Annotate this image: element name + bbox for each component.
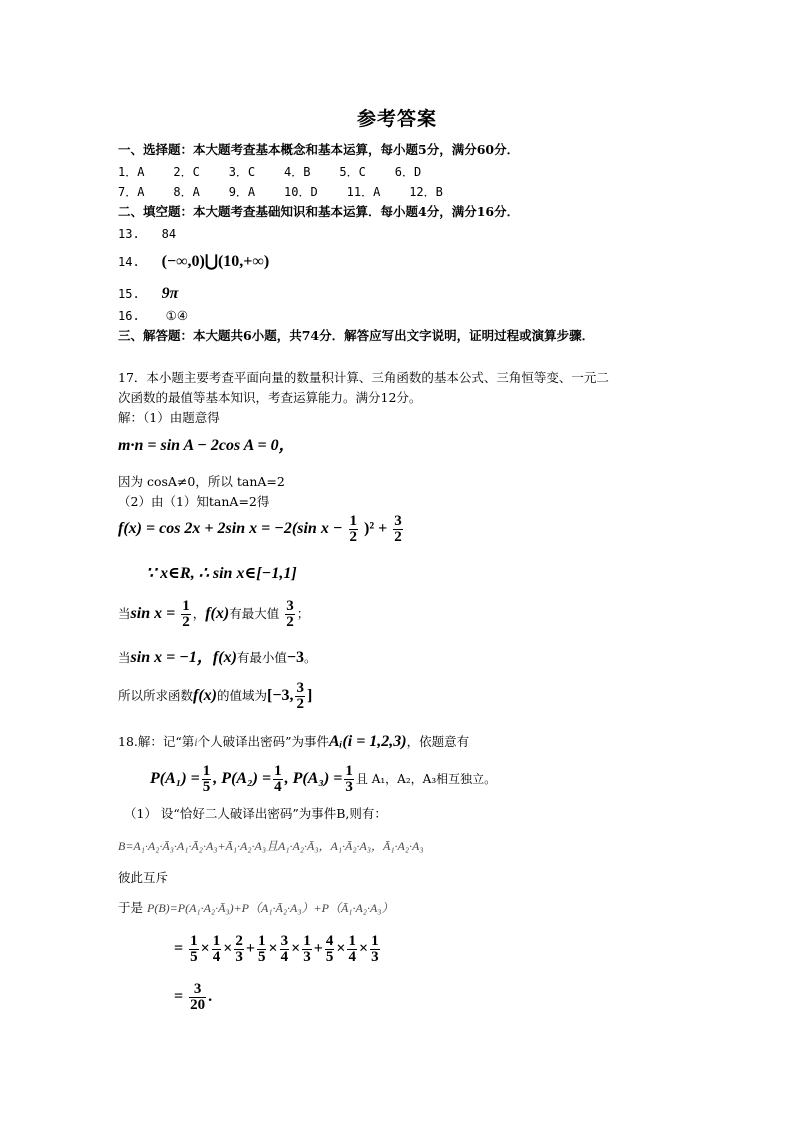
- question-number: 15.: [118, 287, 140, 301]
- prob-label: , P(A₂) =: [213, 770, 272, 787]
- fill-answer-14: [118, 254, 269, 270]
- q17-solution-start: 解：（1）由题意得: [118, 410, 220, 425]
- fraction: [212, 934, 222, 965]
- range-close: ]: [306, 687, 313, 704]
- equals-sign: =: [174, 940, 184, 957]
- fraction: [285, 599, 295, 630]
- denominator: 2: [394, 529, 402, 545]
- q17-equation-fx: [118, 514, 405, 545]
- q17-max-line: [118, 598, 309, 630]
- fraction: [189, 934, 199, 965]
- text: 当: [118, 650, 131, 665]
- function: f(x): [212, 649, 237, 666]
- fraction: [280, 934, 290, 965]
- q18-result-line: [174, 980, 212, 1014]
- numerator: 1: [182, 598, 190, 614]
- fraction: [325, 934, 335, 965]
- denominator: 3: [345, 779, 353, 795]
- equals-sign: =: [174, 988, 184, 1005]
- q18-intro: [118, 734, 469, 750]
- text: ，: [192, 606, 206, 621]
- fraction: [347, 934, 357, 965]
- text: 当: [118, 606, 131, 621]
- denominator: 2: [296, 696, 304, 712]
- q17-because-line: 因为 cosA≠0，所以 tanA=2: [118, 474, 285, 489]
- fill-answer-13: [118, 226, 176, 242]
- fraction: [181, 599, 191, 630]
- answer-value: 84: [161, 227, 177, 241]
- condition: sin x =: [130, 605, 176, 622]
- fraction: [257, 934, 267, 965]
- answer-value: ①④: [165, 308, 189, 323]
- function: f(x): [205, 605, 230, 622]
- numerator: 1: [349, 513, 358, 529]
- fraction: [273, 764, 283, 795]
- text: 于是: [118, 900, 144, 915]
- operator: ×: [291, 940, 301, 957]
- denominator: 3: [235, 949, 243, 965]
- calc-expression: [187, 933, 382, 965]
- denominator: 3: [371, 949, 379, 965]
- range-open: [−3,: [267, 687, 294, 704]
- denominator: 4: [280, 949, 289, 965]
- numerator: 1: [212, 933, 221, 949]
- text: 且 A₁，A₂，A₃相互独立。: [355, 772, 497, 786]
- denominator: 20: [190, 997, 206, 1013]
- prob-label: , P(A₃) =: [284, 770, 343, 787]
- operator: ×: [268, 940, 278, 957]
- q17-range-line: [118, 680, 312, 712]
- event: Aᵢ(i = 1,2,3): [329, 733, 407, 750]
- operator: ×: [223, 940, 233, 957]
- fraction: [393, 514, 403, 545]
- numerator: 2: [235, 933, 243, 949]
- equation-text: )² +: [364, 520, 388, 537]
- text: 所以所求函数: [118, 688, 194, 703]
- denominator: 5: [325, 949, 334, 965]
- denominator: 3: [303, 949, 311, 965]
- section-solve-header: 三、解答题：本大题共6小题，共74分．解答应写出文字说明，证明过程或演算步骤．: [118, 328, 595, 343]
- numerator: 1: [345, 763, 353, 779]
- numerator: 3: [286, 598, 294, 614]
- choice-answers-row-2: 7．A 8．A 9．A 10．D 11．A 12．B: [118, 185, 443, 199]
- denominator: 5: [202, 779, 211, 795]
- fraction: [234, 934, 244, 965]
- choice-answers-row-1: 1．A 2．C 3．C 4．B 5．C 6．D: [118, 165, 422, 179]
- numerator: 3: [296, 680, 304, 696]
- numerator: 1: [371, 933, 379, 949]
- question-number: 13.: [118, 227, 140, 241]
- operator: ×: [200, 940, 210, 957]
- denominator: 4: [274, 779, 282, 795]
- text: ；: [296, 606, 310, 621]
- equation-text: f(x) = cos 2x + 2sin x = −2(sin x −: [118, 520, 343, 537]
- function: f(x): [193, 687, 217, 704]
- operator: ×: [358, 940, 369, 957]
- q17-intro-line-2: 次函数的最值等基本知识，考查运算能力。满分12分。: [118, 390, 422, 405]
- denominator: 5: [190, 949, 198, 965]
- denominator: 2: [349, 529, 358, 545]
- q17-domain-line: ∵ x∈R, ∴ sin x∈[−1,1]: [146, 565, 297, 582]
- fraction: [302, 934, 312, 965]
- q18-then-line: [118, 900, 393, 916]
- fraction: [349, 514, 359, 545]
- fraction: [189, 982, 206, 1013]
- operator: ×: [336, 940, 346, 957]
- numerator: 1: [257, 933, 266, 949]
- numerator: 3: [394, 513, 402, 529]
- fill-answer-16: [118, 308, 188, 324]
- q17-equation-dot-product: m·n = sin A − 2cos A = 0，: [118, 437, 295, 454]
- q18-calc-line: [174, 932, 382, 966]
- text: 18.解：记“第: [118, 734, 195, 749]
- numerator: 4: [325, 933, 334, 949]
- text: 的值域为: [217, 688, 268, 703]
- numerator: 3: [193, 981, 202, 997]
- q18-event-B-definition: B=A₁·A₂·Ā₃·A₁·Ā₂·A₃+Ā₁·A₂·A₃且A₁·A₂·Ā₃，A₁·Ā₂·A₃，Ā₁·A₂·A₃: [118, 839, 424, 853]
- numerator: 3: [280, 933, 289, 949]
- q18-probabilities: [150, 762, 496, 796]
- text: ，依题意有: [406, 734, 470, 749]
- q17-intro-line-1: 17．本小题主要考查平面向量的数量积计算、三角函数的基本公式、三角恒等变、一元二: [118, 370, 609, 385]
- denominator: 2: [182, 614, 190, 630]
- operator: +: [245, 940, 255, 957]
- section-choice-header: 一、选择题：本大题考查基本概念和基本运算，每小题5分，满分60分．: [118, 142, 520, 157]
- denominator: 4: [348, 949, 356, 965]
- fraction: [295, 681, 305, 712]
- numerator: 1: [274, 763, 282, 779]
- operator: +: [313, 940, 323, 957]
- q17-min-line: [118, 650, 317, 666]
- fraction: [202, 764, 212, 795]
- q18-mutex: 彼此互斥: [118, 870, 169, 885]
- fill-answer-15: [118, 286, 178, 302]
- fraction: [344, 764, 354, 795]
- q17-part-2: （2）由（1）知tanA=2得: [118, 494, 270, 509]
- prob-label: P(A₁) =: [150, 770, 200, 787]
- text: 有最小值: [236, 650, 287, 665]
- denominator: 5: [257, 949, 266, 965]
- min-value: −3: [286, 649, 305, 666]
- section-fill-header: 二、填空题：本大题考查基础知识和基本运算．每小题4分，满分16分．: [118, 204, 520, 219]
- denominator: 4: [212, 949, 221, 965]
- numerator: 1: [348, 933, 356, 949]
- question-number: 14.: [118, 255, 140, 269]
- answer-value: (−∞,0)⋃(10,+∞): [161, 253, 270, 270]
- question-number: 16.: [118, 309, 140, 323]
- index: i: [194, 735, 198, 749]
- text: .: [208, 988, 213, 1005]
- numerator: 1: [190, 933, 198, 949]
- q18-part-1: （1） 设“恰好二人破译出密码”为事件B,则有：: [124, 806, 387, 821]
- numerator: 1: [202, 763, 211, 779]
- condition: sin x = −1，: [130, 649, 213, 666]
- fraction: [370, 934, 380, 965]
- text: 个人破译出密码”为事件: [197, 734, 330, 749]
- answer-value: 9π: [161, 285, 179, 302]
- denominator: 2: [286, 614, 294, 630]
- numerator: 1: [303, 933, 311, 949]
- formula: P(B)=P(A₁·A₂·Ā₃)+P（A₁·Ā₂·A₃）+P（Ā₁·A₂·A₃）: [147, 901, 394, 915]
- text: 。: [304, 650, 317, 665]
- page-title: 参考答案: [356, 108, 437, 130]
- text: 有最大值: [229, 606, 280, 621]
